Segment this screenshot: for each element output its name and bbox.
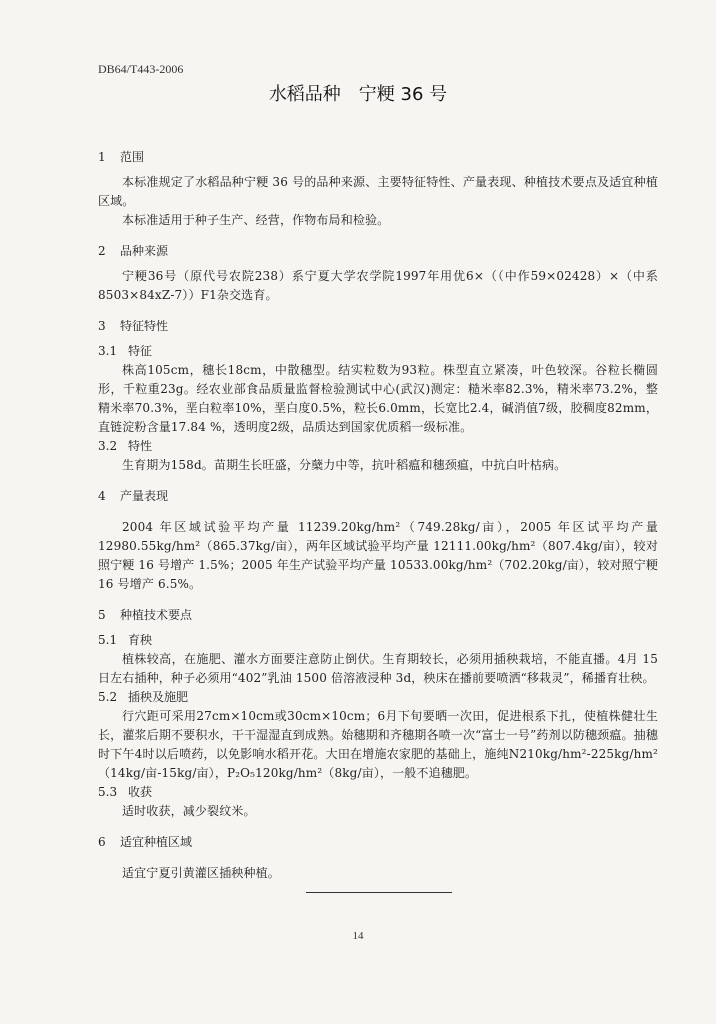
subsection-title: 特征 [128, 344, 153, 358]
end-rule [306, 892, 452, 893]
subsection-3-2-heading [98, 437, 658, 456]
section-6-paragraph: 适宜宁夏引黄灌区插秧种植。 [122, 866, 280, 880]
section-1-heading [98, 148, 658, 167]
subsection-number: 5.3 [98, 785, 118, 799]
subsection-3-1-paragraph: 株高105cm，穗长18cm，中散穗型。结实粒数为93粒。株型直立紧凑，叶色较深。谷粒长椭圆形，千粒重23g。经农业部食品质量监督检验测试中心(武汉)测定：糙米率82.3%，精米率73.2%，整精米率70.3%，垩白粒率10%，垩白度0.5%，粒长6.0mm，长宽比2.4，碱消值7级，胶稠度82mm，直链淀粉含量17.84 %，透明度2级，品质达到国家优质稻一级标准。 [98, 363, 658, 434]
page-number: 14 [352, 930, 364, 942]
subsection-number: 3.1 [98, 344, 118, 358]
section-number: 4 [98, 489, 106, 503]
section-number: 6 [98, 835, 106, 849]
section-number: 2 [98, 244, 106, 258]
subsection-5-2-heading [98, 688, 658, 707]
section-number: 5 [98, 608, 106, 622]
document-title: 水稻品种 宁粳 36 号 [268, 84, 448, 105]
section-title: 种植技术要点 [120, 608, 193, 622]
section-title: 适宜种植区域 [120, 835, 193, 849]
section-title: 范围 [120, 150, 145, 164]
section-title: 特征特性 [120, 319, 169, 333]
subsection-title: 育秧 [128, 633, 153, 647]
subsection-title: 收获 [128, 785, 153, 799]
subsection-title: 特性 [128, 439, 153, 453]
section-number: 3 [98, 319, 106, 333]
document-body [98, 148, 658, 883]
subsection-5-3-paragraph: 适时收获，减少裂纹米。 [122, 804, 256, 818]
section-number: 1 [98, 150, 106, 164]
section-4-paragraph: 2004 年区域试验平均产量 11239.20kg/hm²（749.28kg/亩），2005 年区试平均产量 12980.55kg/hm²（865.37kg/亩），两年区域试验平均产量 12111.00kg/hm²（807.4kg/亩），较对照宁粳 16 号增产 1.5%；2005 年生产试验平均产量 10533.00kg/hm²（702.20kg/亩），较对照宁粳 16 号增产 6.5%。 [98, 520, 658, 591]
subsection-number: 5.2 [98, 690, 118, 704]
standard-code: DB64/T443-2006 [98, 62, 184, 76]
section-title: 品种来源 [120, 244, 169, 258]
section-title: 产量表现 [120, 489, 169, 503]
subsection-5-1-heading [98, 631, 658, 650]
section-5-heading [98, 606, 658, 625]
subsection-5-2-paragraph: 行穴距可采用27cm×10cm或30cm×10cm；6月下旬要晒一次田，促进根系下扎，使植株健壮生长，灌浆后期不要积水，干干湿湿直到成熟。始穗期和齐穗期各喷一次“富士一号”药剂以防穗颈瘟。抽穗时下午4时以后喷药，以免影响水稻开花。大田在增施农家肥的基础上，施纯N210kg/hm²-225kg/hm²（14kg/亩-15kg/亩），P₂O₅120kg/hm²（8kg/亩），一般不追穗肥。 [98, 709, 658, 780]
subsection-number: 5.1 [98, 633, 118, 647]
section-3-heading [98, 317, 658, 336]
section-6-heading [98, 833, 658, 852]
section-2-paragraph-1: 宁粳36号（原代号农院238）系宁夏大学农学院1997年用优6×（（中作59×02428）×（中系8503×84xZ-7））F1杂交选育。 [98, 269, 658, 302]
subsection-5-3-heading [98, 783, 658, 802]
section-1-paragraph-1: 本标准规定了水稻品种宁粳 36 号的品种来源、主要特征特性、产量表现、种植技术要点及适宜种植区域。 [98, 175, 658, 208]
section-1-paragraph-2: 本标准适用于种子生产、经营，作物布局和检验。 [122, 213, 390, 227]
subsection-5-1-paragraph: 植株较高，在施肥、灌水方面要注意防止倒伏。生育期较长，必须用插秧栽培，不能直播。4月 15 日左右插种，种子必须用“402”乳油 1500 倍溶液浸种 3d，秧床在播前要喷洒“移栽灵”，稀播育壮秧。 [98, 652, 658, 685]
subsection-3-2-paragraph: 生育期为158d。苗期生长旺盛，分蘖力中等，抗叶稻瘟和穗颈瘟，中抗白叶枯病。 [122, 458, 567, 472]
section-4-heading [98, 487, 658, 506]
section-2-heading [98, 242, 658, 261]
subsection-3-1-heading [98, 342, 658, 361]
subsection-number: 3.2 [98, 439, 118, 453]
subsection-title: 插秧及施肥 [128, 690, 189, 704]
